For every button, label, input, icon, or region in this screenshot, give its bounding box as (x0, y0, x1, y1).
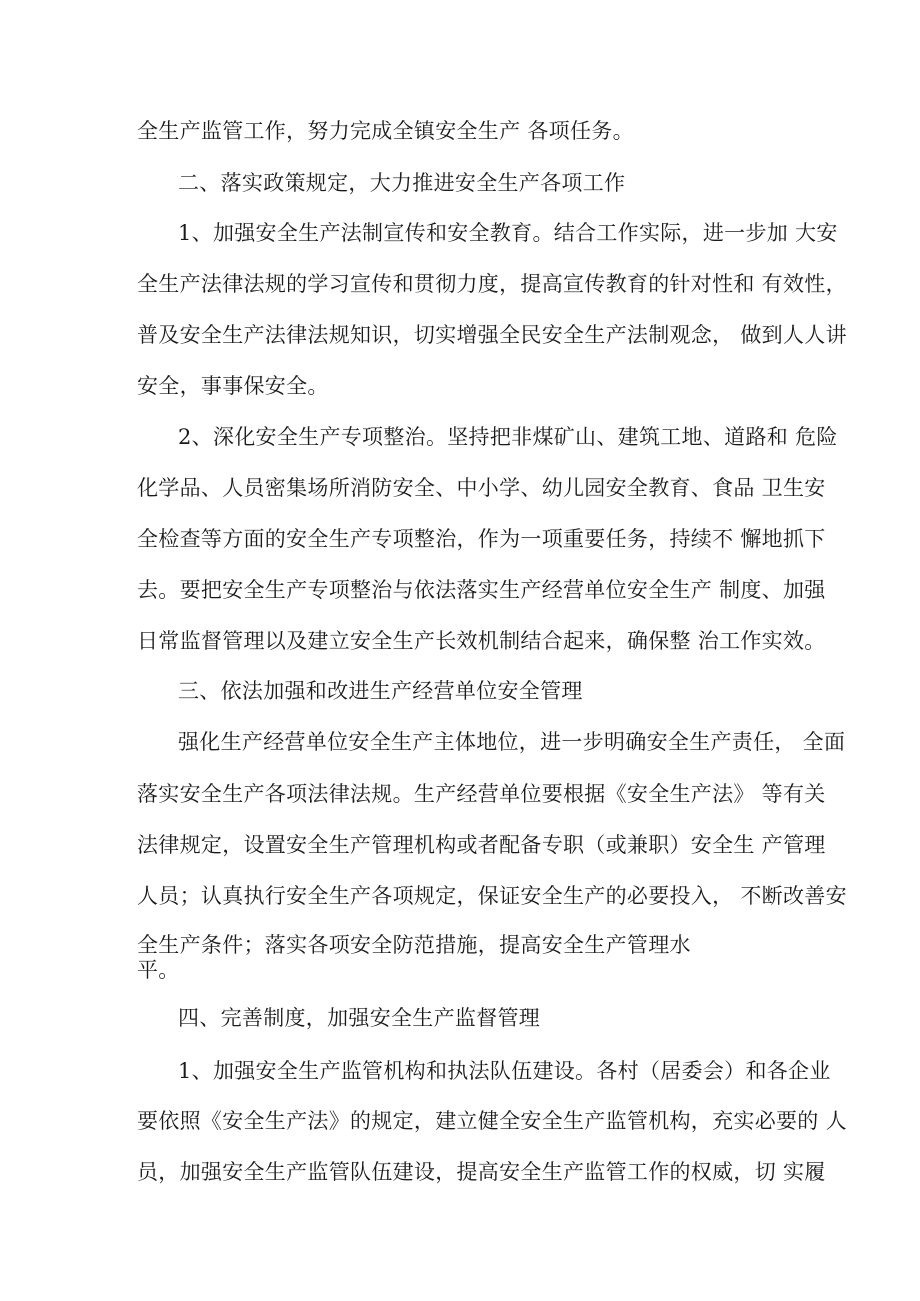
text-line: 人员；认真执行安全生产各项规定，保证安全生产的必要投入， 不断改善安 (137, 884, 847, 908)
text-line: 2、深化安全生产专项整治。坚持把非煤矿山、建筑工地、道路和 危险 (178, 425, 838, 449)
text-line: 普及安全生产法律法规知识，切实增强全民安全生产法制观念， 做到人人讲 (137, 323, 847, 347)
text-line: 全检查等方面的安全生产专项整治，作为一项重要任务，持续不 懈地抓下 (137, 527, 826, 551)
text-line: 去。要把安全生产专项整治与依法落实生产经营单位安全生产 制度、加强 (137, 578, 826, 602)
text-line: 1、加强安全生产监管机构和执法队伍建设。各村（居委会）和各企业 (178, 1059, 831, 1083)
text-line: 全生产监管工作，努力完成全镇安全生产 各项任务。 (137, 119, 634, 143)
text-line: 化学品、人员密集场所消防安全、中小学、幼儿园安全教育、食品 卫生安 (137, 476, 826, 500)
text-line: 强化生产经营单位安全生产主体地位，进一步明确安全生产责任， 全面 (178, 730, 846, 754)
text-line: 落实安全生产各项法律法规。生产经营单位要根据《安全生产法》 等有关 (137, 782, 826, 806)
text-line: 全生产条件；落实各项安全防范措施，提高安全生产管理水 (137, 933, 691, 957)
text-line: 日常监督管理以及建立安全生产长效机制结合起来，确保整 治工作实效。 (137, 629, 826, 653)
text-line: 1、加强安全生产法制宣传和安全教育。结合工作实际，进一步加 大安 (178, 221, 838, 245)
text-line: 平。 (137, 958, 180, 982)
section-heading: 二、落实政策规定，大力推进安全生产各项工作 (178, 171, 626, 195)
text-line: 员，加强安全生产监管队伍建设，提高安全生产监管工作的权威，切 实履 (137, 1160, 826, 1184)
text-line: 要依照《安全生产法》的规定，建立健全安全生产监管机构，充实必要的 人 (137, 1109, 847, 1133)
text-line: 安全，事事保安全。 (137, 374, 329, 398)
section-heading: 四、完善制度，加强安全生产监督管理 (178, 1006, 541, 1030)
text-line: 法律规定，设置安全生产管理机构或者配备专职（或兼职）安全生 产管理 (137, 833, 826, 857)
section-heading: 三、依法加强和改进生产经营单位安全管理 (178, 679, 583, 703)
text-line: 全生产法律法规的学习宣传和贯彻力度，提高宣传教育的针对性和 有效性， (137, 272, 847, 296)
